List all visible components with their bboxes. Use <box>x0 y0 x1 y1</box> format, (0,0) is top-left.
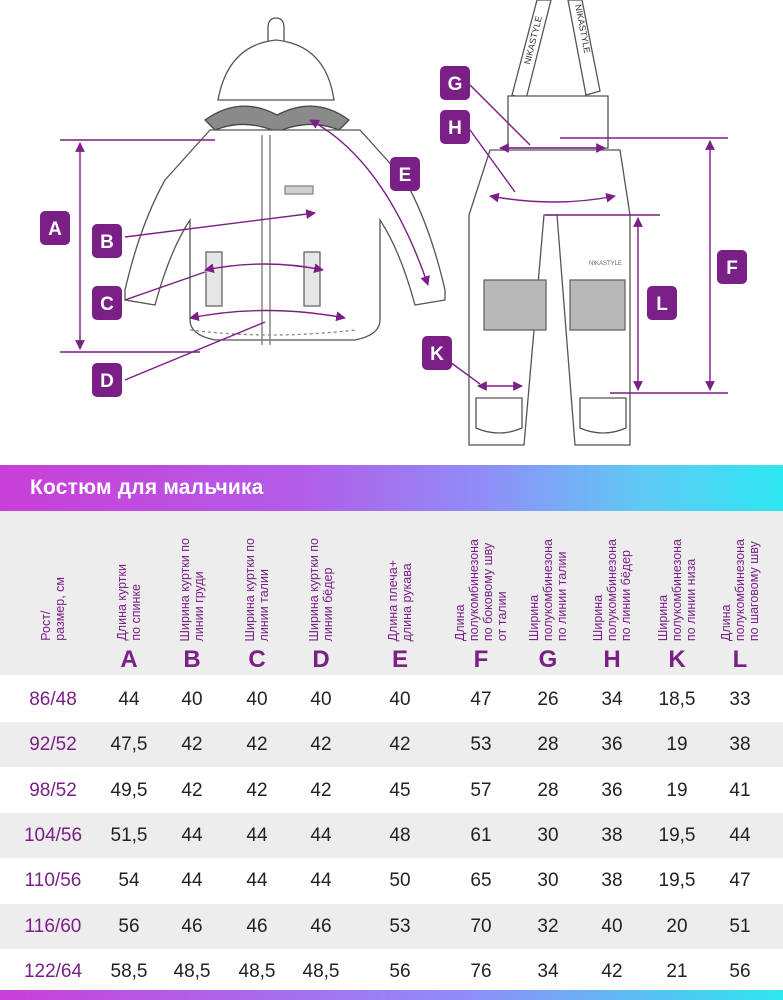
value-cell: 57 <box>470 779 492 801</box>
value-cell: 49,5 <box>110 779 148 801</box>
value-cell: 38 <box>601 824 623 846</box>
header-letter: K <box>668 646 686 673</box>
value-cell: 61 <box>470 824 492 846</box>
table-row <box>0 813 783 858</box>
header-description: Длина полукомбинезона по боковому шву от талии <box>453 538 509 641</box>
value-cell: 56 <box>389 960 411 982</box>
value-cell: 58,5 <box>110 960 148 982</box>
value-cell: 45 <box>389 779 411 801</box>
value-cell: 42 <box>246 779 268 801</box>
strap-text-left: NIKASTYLE <box>522 15 544 66</box>
size-cell: 104/56 <box>23 824 83 846</box>
value-cell: 38 <box>729 734 751 756</box>
svg-text:E: E <box>398 165 412 186</box>
value-cell: 40 <box>246 689 268 710</box>
svg-text:G: G <box>447 74 463 95</box>
header-letter: G <box>538 646 558 673</box>
value-cell: 54 <box>118 870 140 892</box>
value-cell: 40 <box>389 689 411 710</box>
header-letter: H <box>603 646 621 673</box>
value-cell: 50 <box>389 870 411 892</box>
value-cell: 33 <box>729 689 751 710</box>
tag-d <box>92 363 122 397</box>
table-header <box>0 511 783 675</box>
value-cell: 30 <box>537 824 559 846</box>
header-col-f <box>450 511 512 675</box>
header-description: Ширина куртки по линии бёдер <box>307 537 335 641</box>
value-cell: 44 <box>729 824 751 846</box>
value-cell: 70 <box>470 915 492 937</box>
header-size-label: Рост/ размер, см <box>39 577 67 641</box>
tag-h <box>440 110 470 144</box>
value-cell: 28 <box>537 734 559 756</box>
header-col-b <box>161 511 223 675</box>
value-cell: 47 <box>470 689 492 710</box>
value-cell: 56 <box>729 960 751 982</box>
value-cell: 65 <box>470 870 492 892</box>
value-cell: 76 <box>470 960 492 982</box>
bottom-gradient-bar <box>0 990 783 1000</box>
value-cell: 46 <box>181 915 203 937</box>
value-cell: 40 <box>310 689 332 710</box>
table-row <box>0 722 783 767</box>
svg-text:B: B <box>100 232 114 253</box>
overalls-drawing <box>469 0 630 445</box>
value-cell: 44 <box>310 824 332 846</box>
value-cell: 48,5 <box>238 960 276 982</box>
value-cell: 53 <box>470 734 492 756</box>
header-col-k <box>646 511 708 675</box>
header-letter: C <box>248 646 266 673</box>
leg-tag-text: NIKASTYLE <box>589 261 623 267</box>
value-cell: 30 <box>537 870 559 892</box>
size-cell: 98/52 <box>29 779 77 801</box>
value-cell: 19 <box>666 779 688 801</box>
table-row <box>0 677 783 722</box>
value-cell: 56 <box>118 915 140 937</box>
value-cell: 28 <box>537 779 559 801</box>
table-row <box>0 858 783 903</box>
svg-text:F: F <box>726 258 738 279</box>
header-description: Ширина полукомбинезона по линии низа <box>656 538 698 641</box>
value-cell: 44 <box>181 870 203 892</box>
header-col-g <box>517 511 579 675</box>
value-cell: 51 <box>729 915 751 937</box>
svg-text:K: K <box>430 344 444 365</box>
value-cell: 36 <box>601 779 623 801</box>
value-cell: 42 <box>389 734 411 756</box>
tag-l <box>647 286 677 320</box>
header-letter: D <box>312 646 330 673</box>
header-col-d <box>290 511 352 675</box>
svg-text:H: H <box>448 118 462 139</box>
value-cell: 21 <box>666 960 688 982</box>
value-cell: 42 <box>181 779 203 801</box>
value-cell: 46 <box>246 915 268 937</box>
table-title: Костюм для мальчика <box>30 476 264 499</box>
value-cell: 47,5 <box>110 734 148 756</box>
header-size <box>22 511 84 675</box>
size-cell: 122/64 <box>23 960 83 982</box>
header-description: Ширина полукомбинезона по линии бёдер <box>591 538 633 641</box>
tag-k <box>422 336 452 370</box>
header-col-h <box>581 511 643 675</box>
header-letter: L <box>732 646 748 673</box>
strap-text-right: NIKASTYLE <box>573 3 593 55</box>
value-cell: 36 <box>601 734 623 756</box>
value-cell: 48 <box>389 824 411 846</box>
value-cell: 32 <box>537 915 559 937</box>
value-cell: 42 <box>246 734 268 756</box>
size-cell: 116/60 <box>24 915 82 937</box>
size-cell: 110/56 <box>24 870 82 892</box>
value-cell: 44 <box>118 689 140 710</box>
tag-e <box>390 157 420 191</box>
size-cell: 92/52 <box>29 734 77 756</box>
garment-measurement-diagram <box>0 0 783 462</box>
tag-b <box>92 224 122 258</box>
value-cell: 26 <box>537 689 559 710</box>
value-cell: 46 <box>310 915 332 937</box>
value-cell: 42 <box>310 779 332 801</box>
header-letter: F <box>473 646 489 673</box>
value-cell: 48,5 <box>173 960 211 982</box>
svg-text:A: A <box>48 219 62 240</box>
value-cell: 20 <box>666 915 688 937</box>
value-cell: 40 <box>601 915 623 937</box>
value-cell: 42 <box>181 734 203 756</box>
tag-a <box>40 211 70 245</box>
value-cell: 34 <box>537 960 559 982</box>
header-letter: B <box>183 646 201 673</box>
header-description: Ширина куртки по линии талии <box>243 537 271 641</box>
value-cell: 42 <box>310 734 332 756</box>
value-cell: 18,5 <box>658 689 696 710</box>
table-row <box>0 949 783 994</box>
tag-f <box>717 250 747 284</box>
header-col-c <box>226 511 288 675</box>
header-description: Ширина полукомбинезона по линии талии <box>527 538 569 641</box>
value-cell: 44 <box>246 870 268 892</box>
value-cell: 53 <box>389 915 411 937</box>
table-row <box>0 768 783 813</box>
header-letter: E <box>391 646 408 673</box>
value-cell: 44 <box>181 824 203 846</box>
header-col-a <box>98 511 160 675</box>
value-cell: 19,5 <box>658 824 696 846</box>
value-cell: 41 <box>729 779 751 801</box>
value-cell: 51,5 <box>110 824 148 846</box>
value-cell: 19,5 <box>658 870 696 892</box>
value-cell: 48,5 <box>302 960 340 982</box>
header-description: Ширина куртки по линии груди <box>178 537 206 641</box>
value-cell: 34 <box>601 689 623 710</box>
header-description: Длина полукомбинезона по шаговому шву <box>719 538 761 641</box>
value-cell: 42 <box>601 960 623 982</box>
header-description: Длина куртки по спинке <box>115 564 143 641</box>
table-title-bar <box>0 465 783 511</box>
svg-text:L: L <box>656 294 668 315</box>
svg-text:C: C <box>100 294 114 315</box>
header-col-e <box>369 511 431 675</box>
value-cell: 38 <box>601 870 623 892</box>
value-cell: 19 <box>666 734 688 756</box>
tag-c <box>92 286 122 320</box>
size-cell: 86/48 <box>29 689 77 710</box>
header-description: Длина плеча+ длина рукава <box>386 559 414 641</box>
header-col-l <box>709 511 771 675</box>
svg-text:D: D <box>100 371 114 392</box>
header-letter: A <box>120 646 138 673</box>
value-cell: 40 <box>181 689 203 710</box>
value-cell: 44 <box>310 870 332 892</box>
tag-g <box>440 66 470 100</box>
table-row <box>0 904 783 949</box>
value-cell: 44 <box>246 824 268 846</box>
value-cell: 47 <box>729 870 751 892</box>
